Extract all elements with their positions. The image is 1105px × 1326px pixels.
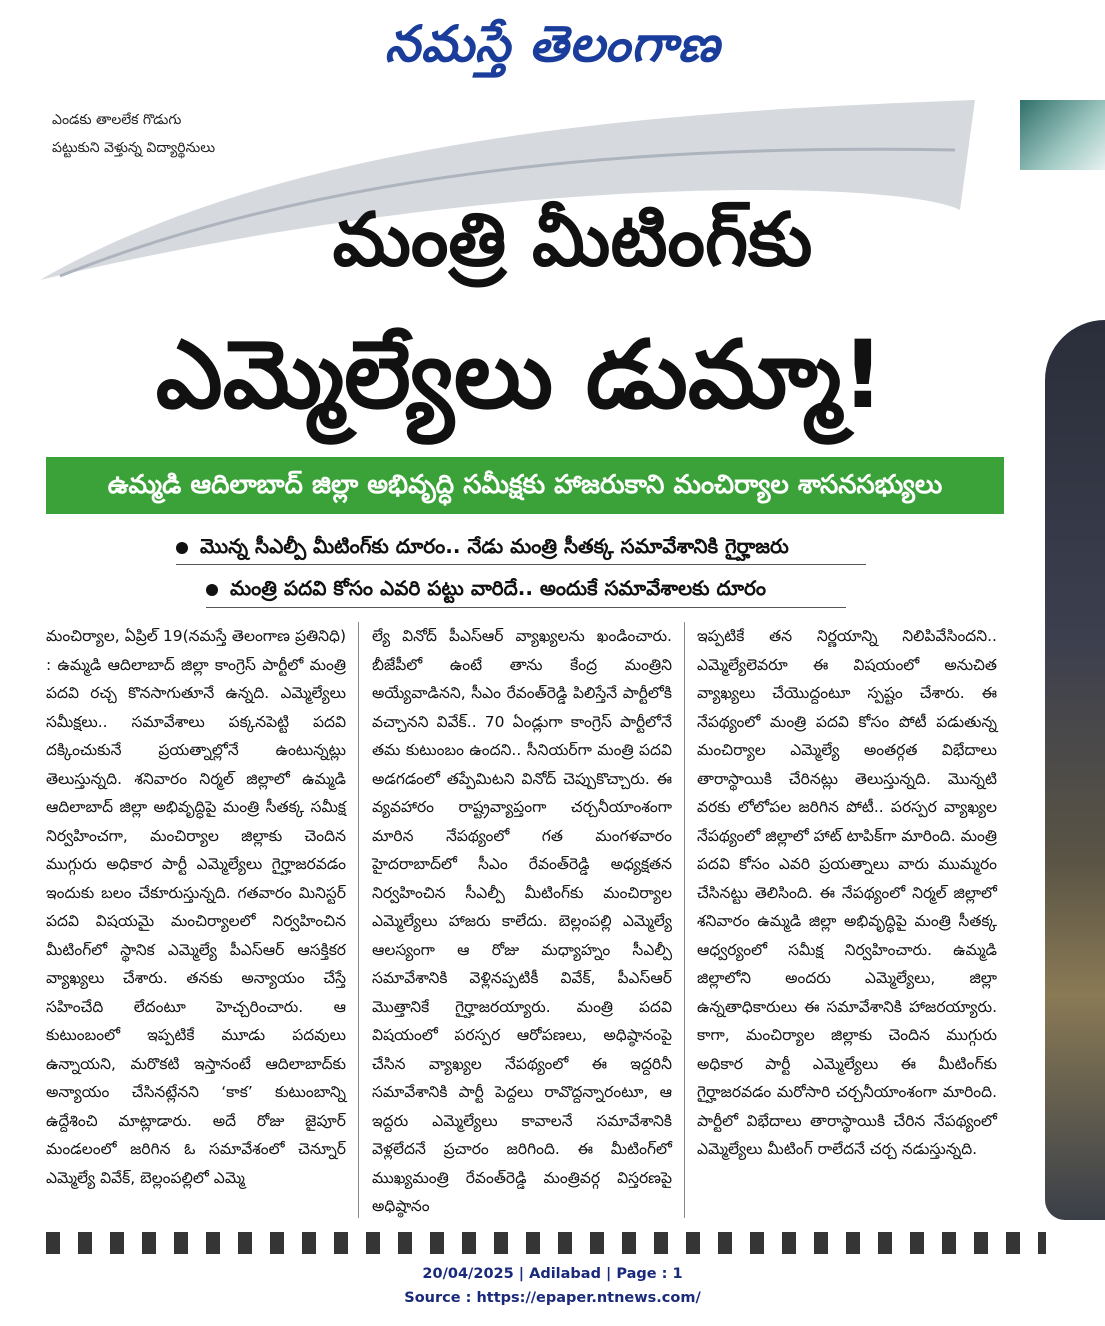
edition-info: 20/04/2025 | Adilabad | Page : 1 bbox=[422, 1266, 683, 1282]
bullet-item bbox=[206, 572, 766, 604]
masthead-logo: నమస్తే తెలంగాణ bbox=[384, 14, 721, 73]
column-divider bbox=[358, 622, 359, 1218]
source-link[interactable]: Source : https://epaper.ntnews.com/ bbox=[404, 1290, 701, 1306]
divider bbox=[206, 607, 846, 608]
photo-right-strip bbox=[1045, 320, 1105, 1220]
photo-caption bbox=[52, 106, 282, 162]
page-footer bbox=[0, 1262, 1105, 1310]
masthead bbox=[0, 4, 1105, 84]
article-column-3: ఇప్పటికే తన నిర్ణయాన్ని నిలిపివేసిందని.. ఎమ్మెల్యేలెవరూ ఈ విషయంలో అనుచిత వ్యాఖ్యలు చేయొద్దంటూ స్పష్టం చేశారు. ఈ నేపథ్యంలో మంత్రి పదవి కోసం పోటీ పడుతున్న మంచిర్యాల ఎమ్మెల్యే అంతర్గత విభేదాలు తారాస్థాయికి చేరినట్లు తెలుస్తున్నది. మొన్నటి వరకు లోలోపల జరిగిన పోటీ.. పరస్పర వ్యాఖ్యల నేపథ్యంలో జిల్లాలో హాట్ టాపిక్‌గా మారింది. మంత్రి పదవి కోసం ఎవరి ప్రయత్నాలు వారు ముమ్మరం చేసినట్టు తెలిసింది. ఈ నేపథ్యంలో నిర్మల్ జిల్లాలో శనివారం ఉమ్మడి జిల్లా అభివృద్ధిపై మంత్రి సీతక్క ఆధ్వర్యంలో సమీక్ష నిర్వహించారు. ఉమ్మడి జిల్లాలోని అందరు ఎమ్మెల్యేలు, జిల్లా ఉన్నతాధికారులు ఈ సమావేశానికి హాజరయ్యారు. కాగా, మంచిర్యాల జిల్లాకు చెందిన ముగ్గురు అధికార పార్టీ ఎమ్మెల్యేలు ఈ మీటింగ్‌కు గైర్హాజరవడం మరోసారి చర్చనీయాంశంగా మారింది. పార్టీలో విభేదాలు తారాస్థాయికి చేరిన నేపథ్యంలో ఎమ్మెల్యేలు మీటింగ్ రాలేదనే చర్చ నడుస్తున్నది. bbox=[697, 627, 997, 1158]
caption-line-1: ఎండకు తాలలేక గొడుగు bbox=[52, 112, 182, 128]
divider bbox=[176, 564, 866, 565]
bullet-text: మొన్న సీఎల్పీ మీటింగ్‌కు దూరం.. నేడు మంత్రి సీతక్క సమావేశానికి గైర్హాజరు bbox=[200, 534, 789, 558]
article-column-2: ల్యే వినోద్ పీఎస్ఆర్ వ్యాఖ్యలను ఖండించారు. బీజేపీలో ఉంటే తాను కేంద్ర మంత్రిని అయ్యేవాడినని, సీఎం రేవంత్‌రెడ్డి పిలిస్తేనే పార్టీలోకి వచ్చానని వివేక్.. 70 ఏండ్లుగా కాంగ్రెస్ పార్టీలోనే తమ కుటుంబం ఉందని.. సీనియర్‌గా మంత్రి పదవి అడగడంలో తప్పేమిటని వినోద్ చెప్పుకొచ్చారు. ఈ వ్యవహారం రాష్ట్రవ్యాప్తంగా చర్చనీయాంశంగా మారిన నేపథ్యంలో గత మంగళవారం హైదరాబాద్‌లో సీఎం రేవంత్‌రెడ్డి అధ్యక్షతన నిర్వహించిన సీఎల్పీ మీటింగ్‌కు మంచిర్యాల ఎమ్మెల్యేలు హాజరు కాలేదు. బెల్లంపల్లి ఎమ్మెల్యే ఆలస్యంగా ఆ రోజు మధ్యాహ్నం సీఎల్పీ సమావేశానికి వెళ్లినప్పటికీ వివేక్, పీఎస్ఆర్ మొత్తానికే గైర్హాజరయ్యారు. మంత్రి పదవి విషయంలో పరస్పర ఆరోపణలు, అధిష్ఠానంపై చేసిన వ్యాఖ్యల నేపథ్యంలో ఈ ఇద్దరినీ సమావేశానికి పార్టీ పెద్దలు రావొద్దన్నారంటూ, ఆ ఇద్దరు ఎమ్మెల్యేలు కావాలనే సమావేశానికి వెళ్లలేదనే ప్రచారం జరిగింది. ఈ మీటింగ్‌లో ముఖ్యమంత్రి రేవంత్‌రెడ్డి మంత్రివర్గ విస్తరణపై అధిష్ఠానం bbox=[372, 627, 672, 1215]
photo-top-right bbox=[1020, 100, 1105, 170]
bullet-dot-icon bbox=[206, 584, 218, 596]
bullet-item bbox=[176, 530, 789, 562]
column-divider bbox=[684, 622, 685, 1218]
bullet-text: మంత్రి పదవి కోసం ఎవరి పట్టు వారిదే.. అందుకే సమావేశాలకు దూరం bbox=[230, 576, 766, 600]
next-article-cutoff bbox=[46, 1232, 1046, 1254]
headline-line-2: ఎమ్మెల్యేలు డుమ్మా! bbox=[155, 321, 885, 430]
caption-line-2: పట్టుకుని వెళ్తున్న విద్యార్థినులు bbox=[52, 140, 216, 156]
bullet-dot-icon bbox=[176, 542, 188, 554]
subheadline-banner: ఉమ్మడి ఆదిలాబాద్ జిల్లా అభివృద్ధి సమీక్షకు హాజరుకాని మంచిర్యాల శాసనసభ్యులు bbox=[46, 457, 1004, 514]
article-column-1: మంచిర్యాల, ఏప్రిల్ 19(నమస్తే తెలంగాణ ప్రతినిధి) : ఉమ్మడి ఆదిలాబాద్ జిల్లా కాంగ్రెస్ పార్టీలో మంత్రి పదవి రచ్చ కొనసాగుతూనే ఉన్నది. ఎమ్మెల్యేలు సమీక్షలు.. సమావేశాలు పక్కనపెట్టి పదవి దక్కించుకునే ప్రయత్నాల్లోనే ఉంటున్నట్లు తెలుస్తున్నది. శనివారం నిర్మల్ జిల్లాలో ఉమ్మడి ఆదిలాబాద్ జిల్లా అభివృద్ధిపై మంత్రి సీతక్క సమీక్ష నిర్వహించగా, మంచిర్యాల జిల్లాకు చెందిన ముగ్గురు అధికార పార్టీ ఎమ్మెల్యేలు గైర్హాజరవడం ఇందుకు బలం చేకూరుస్తున్నది. గతవారం మినిస్టర్ పదవి విషయమై మంచిర్యాలలో నిర్వహించిన మీటింగ్‌లో స్థానిక ఎమ్మెల్యే పీఎస్ఆర్ ఆసక్తికర వ్యాఖ్యలు చేశారు. తనకు అన్యాయం చేస్తే సహించేది లేదంటూ హెచ్చరించారు. ఆ కుటుంబంలో ఇప్పటికే మూడు పదవులు ఉన్నాయని, మరొకటి ఇస్తానంటే ఆదిలాబాద్‌కు అన్యాయం చేసినట్లేనని ‘కాక’ కుటుంబాన్ని ఉద్దేశించి మాట్లాడారు. అదే రోజు జైపూర్ మండలంలో జరిగిన ఓ సమావేశంలో చెన్నూర్ ఎమ్మెల్యే వివేక్, బెల్లంపల్లిలో ఎమ్మె bbox=[46, 627, 346, 1187]
headline-line-1: మంత్రి మీటింగ్‌కు bbox=[332, 197, 813, 283]
